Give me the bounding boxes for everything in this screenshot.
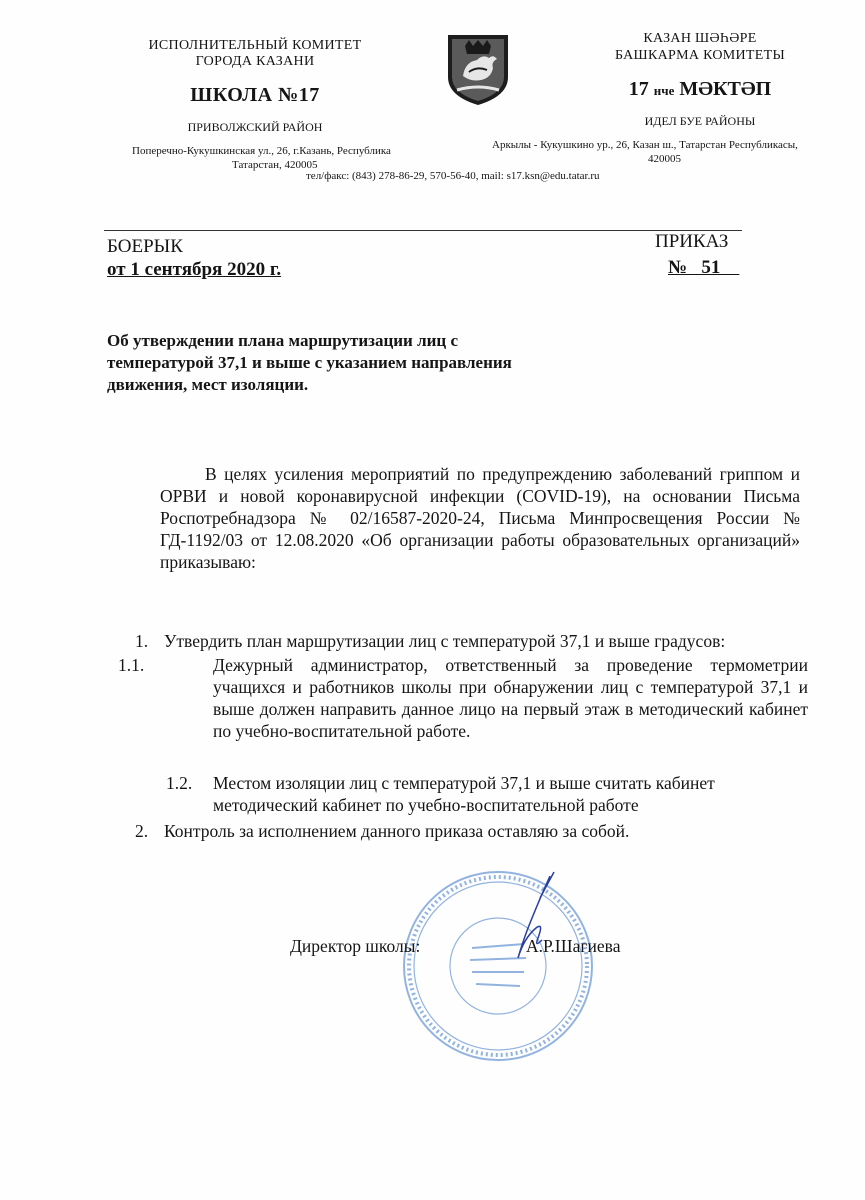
school-word-tt: МӘКТӘП [674, 78, 772, 100]
item-2-number: 2. [135, 821, 149, 841]
school-name-tt [590, 78, 810, 101]
item-1-number: 1. [135, 631, 149, 651]
order-title: ПРИКАЗ [655, 231, 729, 252]
item-1-2-text: Местом изоляции лиц с температурой 37,1 и выше считать кабинет методический кабинет по учебно-воспитательной работе [213, 773, 715, 815]
school-name-ru: ШКОЛА №17 [190, 84, 320, 106]
contact-line: тел/факс: (843) 278-86-29, 570-56-40, mail: s17.ksn@edu.tatar.ru [306, 170, 600, 182]
order-date: от 1 сентября 2020 г. [107, 259, 282, 280]
school-suffix-tt: нче [653, 83, 675, 98]
director-title: Директор школы: [290, 936, 421, 956]
address-tt-line1: Аркылы - Кукушкино ур., 26, Казан ш., Татарстан Республикасы, [492, 139, 798, 151]
kazan-coat-of-arms-icon [443, 32, 513, 107]
intro-text: В целях усиления мероприятий по предупреждению заболеваний гриппом и ОРВИ и новой коронавирусной инфекции (COVID-19), на основании Письма Роспотребнадзора № 02/16587-2020-24, Письма Минпросвещения России № ГД-1192/03 от 12.08.2020 «Об организации работы образовательных организаций» приказываю: [160, 464, 800, 572]
org-name-tt: КАЗАН ШӘҺӘРЕ БАШКАРМА КОМИТЕТЫ [614, 31, 785, 63]
order-number: № 51 [668, 257, 740, 278]
item-1-1-text: Дежурный администратор, ответственный за проведение термометрии учащихся и работников школы при обнаружении лиц с температурой 37,1 и выше должен направить данное лицо на первый этаж в методический кабинет по учебно-воспитательной работе. [213, 655, 808, 741]
item-2-text: Контроль за исполнением данного приказа оставляю за собой. [164, 821, 630, 841]
address-tt-line2: 420005 [648, 153, 681, 165]
school-num-tt: 17 [628, 78, 654, 100]
district-ru: ПРИВОЛЖСКИЙ РАЙОН [187, 120, 323, 134]
director-name: А.Р.Шагиева [526, 936, 621, 956]
item-1-1-number: 1.1. [118, 655, 145, 675]
address-ru-line2: Татарстан, 420005 [232, 159, 318, 171]
item-1-text: Утвердить план маршрутизации лиц с температурой 37,1 и выше градусов: [164, 631, 726, 651]
order-place: БОЕРЫК [107, 236, 183, 257]
item-1-2-number: 1.2. [166, 773, 193, 793]
order-subject: Об утверждении плана маршрутизации лиц с температурой 37,1 и выше с указанием направления движения, мест изоляции. [107, 331, 512, 394]
org-name-ru: ИСПОЛНИТЕЛЬНЫЙ КОМИТЕТ ГОРОДА КАЗАНИ [148, 38, 362, 69]
address-ru-line1: Поперечно-Кукушкинская ул., 26, г.Казань, Республика [132, 145, 391, 157]
header-divider [104, 230, 742, 231]
district-tt: ИДЕЛ БУЕ РАЙОНЫ [644, 114, 756, 128]
intro-paragraph [160, 463, 800, 573]
